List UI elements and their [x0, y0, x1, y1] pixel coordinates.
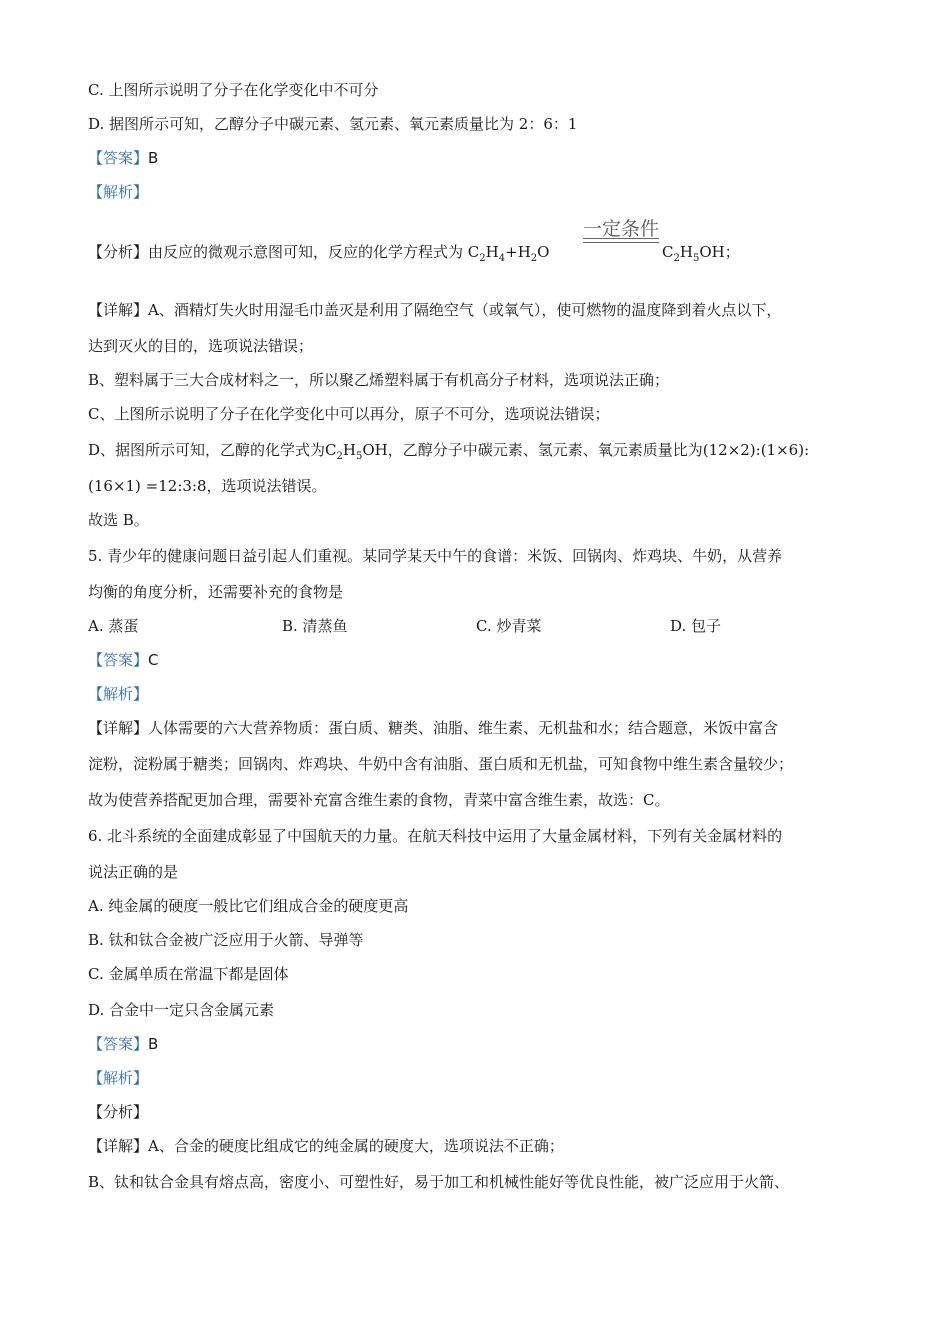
q5-option-c: C. 炒青菜: [476, 617, 542, 635]
reactants: $C_2H_4+H_2O$: [467, 243, 550, 264]
q6-answer: [88, 1034, 158, 1054]
q6-fenxi: 【分析】: [88, 1103, 149, 1121]
q6-answer-value: B: [148, 1035, 159, 1053]
q6-stem-2: 说法正确的是: [88, 863, 179, 881]
analysis-label: 【解析】: [88, 183, 149, 201]
q5-option-d: D. 包子: [670, 617, 722, 635]
q5-answer-label: 【答案】: [88, 651, 149, 669]
q5-stem-2: 均衡的角度分析，还需要补充的食物是: [88, 583, 344, 601]
reaction-condition: 一定条件: [583, 218, 660, 240]
answer-line: [88, 148, 158, 168]
q5-option-b: B. 清蒸鱼: [282, 617, 348, 635]
q6-option-d: D. 合金中一定只含金属元素: [88, 1001, 275, 1019]
q5-stem-1: 5. 青少年的健康问题日益引起人们重视。某同学某天中午的食谱：米饭、回锅肉、炸鸡块、牛奶，从营养: [88, 547, 783, 565]
q5-detail-1: 【详解】人体需要的六大营养物质：蛋白质、糖类、油脂、维生素、无机盐和水；结合题意，米饭中富含: [88, 719, 779, 737]
answer-value: B: [148, 149, 159, 167]
q6-answer-label: 【答案】: [88, 1035, 149, 1053]
option-c: C. 上图所示说明了分子在化学变化中不可分: [88, 81, 379, 99]
q6-option-a: A. 纯金属的硬度一般比它们组成合金的硬度更高: [88, 897, 409, 915]
detail-b: B、塑料属于三大合成材料之一，所以聚乙烯塑料属于有机高分子材料，选项说法正确；: [88, 371, 670, 389]
conclusion: 故选 B。: [88, 511, 149, 529]
q6-analysis-label: 【解析】: [88, 1069, 149, 1087]
option-d: D. 据图所示可知，乙醇分子中碳元素、氢元素、氧元素质量比为 2：6：1: [88, 115, 578, 133]
product: $C_2H_5OH$；: [662, 243, 740, 264]
q5-answer: [88, 650, 159, 670]
q5-answer-value: C: [148, 651, 159, 669]
q5-analysis-label: 【解析】: [88, 685, 149, 703]
q5-detail-3: 故为使营养搭配更加合理，需要补充富含维生素的食物，青菜中富含维生素，故选：C。: [88, 791, 670, 809]
q5-option-a: A. 蒸蛋: [88, 617, 139, 635]
answer-label: 【答案】: [88, 149, 149, 167]
detail-c: C、上图所示说明了分子在化学变化中可以再分，原子不可分，选项说法错误；: [88, 405, 610, 423]
q6-detail-1: 【详解】A、合金的硬度比组成它的纯金属的硬度大，选项说法不正确；: [88, 1137, 564, 1155]
detail-d-1: D、据图所示可知，乙醇的化学式为$C_2H_5OH$，乙醇分子中碳元素、氢元素、氧元素质量比为(12×2):(1×6):: [88, 441, 810, 462]
fenxi-line: [88, 242, 549, 269]
detail-a-1: 【详解】A、酒精灯失火时用湿毛巾盖灭是利用了隔绝空气（或氧气），使可燃物的温度降到着火点以下，: [88, 301, 782, 319]
q5-detail-2: 淀粉，淀粉属于糖类；回锅肉、炸鸡块、牛奶中含有油脂、蛋白质和无机盐，可知食物中维生素含量较少；: [88, 755, 794, 773]
detail-d-text-a: D、据图所示可知，乙醇的化学式为: [88, 441, 326, 459]
detail-d-2: (16×1) =12:3:8，选项说法错误。: [88, 477, 327, 495]
q6-stem-1: 6. 北斗系统的全面建成彰显了中国航天的力量。在航天科技中运用了大量金属材料，下列有关金属材料的: [88, 827, 783, 845]
detail-d-text-b: ，乙醇分子中碳元素、氢元素、氧元素质量比为(12×2):(1×6):: [387, 441, 810, 459]
q6-option-b: B. 钛和钛合金被广泛应用于火箭、导弹等: [88, 931, 364, 949]
equation-bar: [583, 238, 659, 243]
fenxi-text: 【分析】由反应的微观示意图可知，反应的化学方程式为: [88, 243, 464, 261]
detail-a-2: 达到灭火的目的，选项说法错误；: [88, 337, 314, 355]
q6-detail-2: B、钛和钛合金具有熔点高，密度小、可塑性好，易于加工和机械性能好等优良性能，被广泛应用于火箭、: [88, 1173, 790, 1191]
q6-option-c: C. 金属单质在常温下都是固体: [88, 965, 289, 983]
